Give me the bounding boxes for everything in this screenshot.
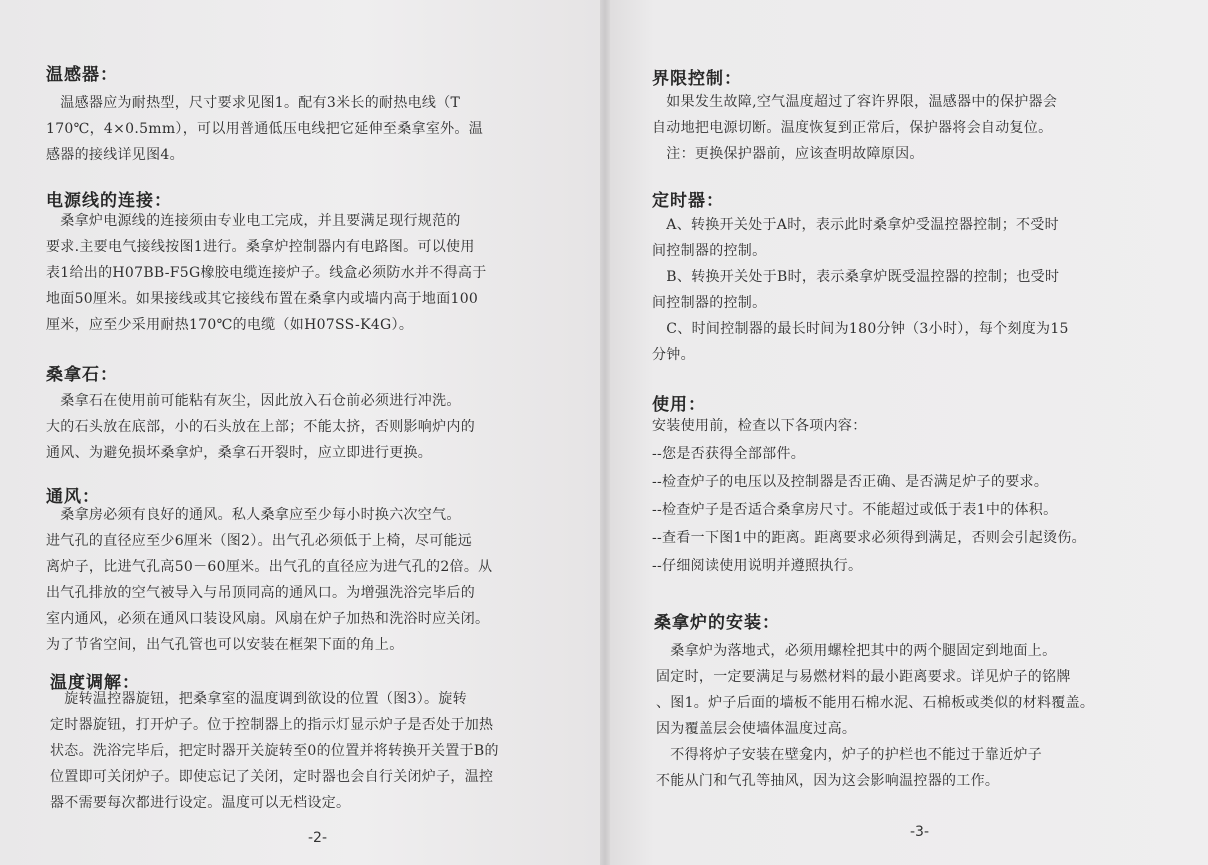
- text-line: 大的石头放在底部，小的石头放在上部；不能太挤，否则影响炉内的: [46, 419, 475, 435]
- text-line: B、转换开关处于B时，表示桑拿炉既受温控器的控制；也受时: [652, 269, 1060, 285]
- text-line: 、图1。炉子后面的墙板不能用石棉水泥、石棉板或类似的材料覆盖。: [656, 695, 1095, 711]
- text-line: 因为覆盖层会使墙体温度过高。: [656, 721, 857, 737]
- section-heading-timer: 定时器：: [652, 191, 724, 211]
- section-body-power: [46, 208, 487, 338]
- text-line: 桑拿炉为落地式，必须用螺栓把其中的两个腿固定到地面上。: [656, 643, 1057, 659]
- section-body-installation: [656, 638, 1094, 794]
- text-line: 安装使用前，检查以下各项内容：: [652, 418, 867, 434]
- text-line: 通风、为避免损坏桑拿炉，桑拿石开裂时，应立即进行更换。: [46, 445, 433, 461]
- text-line: 分钟。: [652, 347, 695, 363]
- text-line: 离炉子，比进气孔高50－60厘米。出气孔的直径应为进气孔的2倍。从: [46, 559, 493, 575]
- text-line: 温感器应为耐热型，尺寸要求见图1。配有3米长的耐热电线（T: [46, 95, 461, 111]
- section-heading-stones: 桑拿石：: [46, 365, 118, 385]
- text-line: 进气孔的直径应至少6厘米（图2）。出气孔必须低于上椅，尽可能远: [46, 533, 473, 549]
- page-number-left: -2-: [308, 830, 328, 846]
- text-line: 桑拿炉电源线的连接须由专业电工完成，并且要满足现行规范的: [46, 213, 461, 229]
- text-line: 桑拿房必须有良好的通风。私人桑拿应至少每小时换六次空气。: [46, 507, 461, 523]
- section-heading-sensor: 温感器：: [46, 65, 118, 85]
- list-item: --查看一下图1中的距离。距离要求必须得到满足，否则会引起烫伤。: [652, 530, 1086, 546]
- list-item: --检查炉子的电压以及控制器是否正确、是否满足炉子的要求。: [652, 474, 1049, 490]
- text-line: 间控制器的控制。: [652, 243, 767, 259]
- text-line: 定时器旋钮，打开炉子。位于控制器上的指示灯显示炉子是否处于加热: [50, 717, 494, 733]
- list-item: --仔细阅读使用说明并遵照执行。: [652, 558, 863, 574]
- text-line: 器不需要每次都进行设定。温度可以无档设定。: [50, 795, 351, 811]
- text-line: 桑拿石在使用前可能粘有灰尘，因此放入石仓前必须进行冲洗。: [46, 393, 461, 409]
- text-line: 如果发生故障,空气温度超过了容许界限，温感器中的保护器会: [652, 94, 1058, 110]
- text-line: 位置即可关闭炉子。即使忘记了关闭，定时器也会自行关闭炉子，温控: [50, 769, 494, 785]
- list-item: --您是否获得全部部件。: [652, 446, 806, 462]
- list-item: --检查炉子是否适合桑拿房尺寸。不能超过或低于表1中的体积。: [652, 502, 1058, 518]
- section-heading-limit: 界限控制：: [652, 69, 742, 89]
- text-line: 厘米，应至少采用耐热170℃的电缆（如H07SS-K4G）。: [46, 317, 414, 333]
- text-line: 170℃，4×0.5mm），可以用普通低压电线把它延伸至桑拿室外。温: [46, 121, 484, 137]
- section-heading-usage: 使用：: [652, 395, 706, 415]
- text-line: 出气孔排放的空气被导入与吊顶同高的通风口。为增强洗浴完毕后的: [46, 585, 475, 601]
- text-line: 室内通风，必须在通风口装设风扇。风扇在炉子加热和洗浴时应关闭。: [46, 611, 490, 627]
- section-body-timer: [652, 212, 1069, 368]
- text-line: 旋转温控器旋钮，把桑拿室的温度调到欲设的位置（图3）。旋转: [50, 691, 467, 707]
- text-line: 不得将炉子安装在壁龛内，炉子的护栏也不能过于靠近炉子: [656, 747, 1043, 763]
- section-body-temperature: [50, 686, 499, 816]
- section-body-sensor: [46, 90, 483, 168]
- text-line: 地面50厘米。如果接线或其它接线布置在桑拿内或墙内高于地面100: [46, 291, 479, 307]
- page-number-right: -3-: [910, 824, 930, 840]
- section-heading-temperature: 温度调解：: [50, 673, 140, 693]
- text-line: 注：更换保护器前，应该查明故障原因。: [652, 146, 924, 162]
- text-line: C、时间控制器的最长时间为180分钟（3小时），每个刻度为15: [652, 321, 1069, 337]
- section-body-limit: [652, 89, 1057, 167]
- section-body-stones: [46, 388, 475, 466]
- text-line: 为了节省空间，出气孔管也可以安装在框架下面的角上。: [46, 637, 404, 653]
- section-heading-power: 电源线的连接：: [46, 191, 172, 211]
- page-fold: [600, 0, 610, 865]
- text-line: 固定时，一定要满足与易燃材料的最小距离要求。详见炉子的铭牌: [656, 669, 1071, 685]
- text-line: 表1给出的H07BB-F5G橡胶电缆连接炉子。线盒必须防水并不得高于: [46, 265, 487, 281]
- text-line: 不能从门和气孔等抽风，因为这会影响温控器的工作。: [656, 773, 1000, 789]
- text-line: 要求.主要电气接线按图1进行。桑拿炉控制器内有电路图。可以使用: [46, 239, 475, 255]
- section-body-usage: [652, 412, 1086, 580]
- text-line: 自动地把电源切断。温度恢复到正常后，保护器将会自动复位。: [652, 120, 1053, 136]
- text-line: 间控制器的控制。: [652, 295, 767, 311]
- section-body-ventilation: [46, 502, 492, 658]
- text-line: 状态。洗浴完毕后，把定时器开关旋转至0的位置并将转换开关置于B的: [50, 743, 499, 759]
- section-heading-installation: 桑拿炉的安装：: [654, 613, 780, 633]
- section-heading-ventilation: 通风：: [46, 487, 100, 507]
- text-line: 感器的接线详见图4。: [46, 147, 184, 163]
- text-line: A、转换开关处于A时，表示此时桑拿炉受温控器控制；不受时: [652, 217, 1059, 233]
